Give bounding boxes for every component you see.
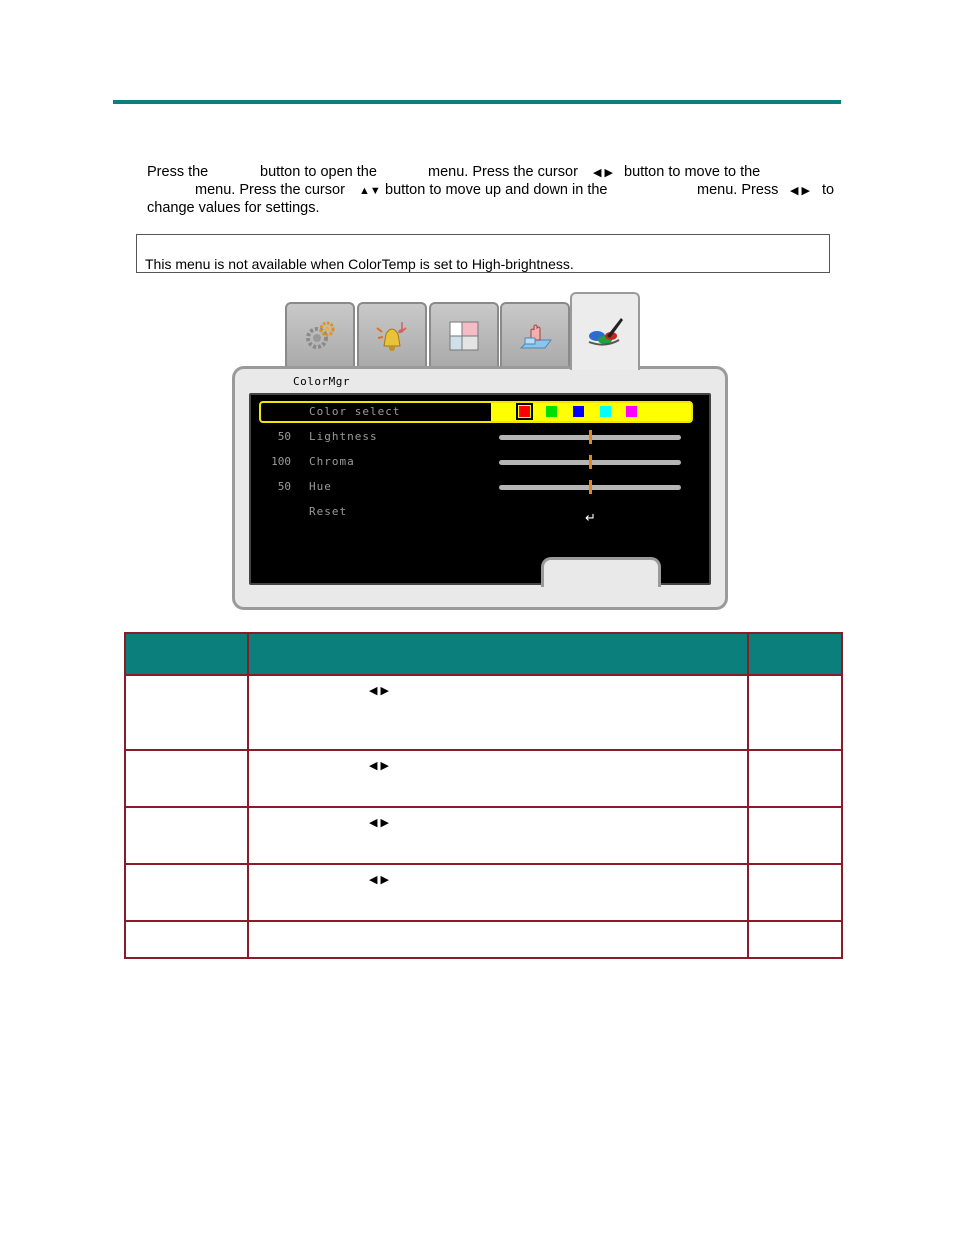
table-cell	[248, 807, 748, 864]
layout-squares-icon	[444, 316, 484, 356]
table-row	[125, 864, 842, 921]
menu-item-chroma[interactable]: Chroma	[309, 455, 355, 468]
table-cell	[125, 750, 248, 807]
lightness-slider[interactable]	[499, 435, 681, 440]
table-cell	[248, 921, 748, 958]
osd-title: ColorMgr	[293, 375, 350, 388]
left-right-arrows-icon: ◀ ▶	[790, 185, 810, 197]
hand-hologram-icon	[515, 316, 555, 356]
menu-item-hue[interactable]: Hue	[309, 480, 332, 493]
intro-text: menu. Press the cursor	[428, 164, 578, 180]
menu-item-color-select[interactable]: Color select	[309, 405, 401, 418]
table-cell	[748, 864, 842, 921]
table-header-row	[125, 633, 842, 675]
left-right-arrows-icon: ◀ ▶	[593, 167, 613, 179]
table-cell	[748, 750, 842, 807]
table-row	[125, 750, 842, 807]
tab-advanced[interactable]	[500, 302, 570, 368]
intro-line-3: change values for settings.	[147, 200, 320, 216]
note-text: This menu is not available when ColorTemp is set to High-brightness.	[145, 256, 574, 272]
table-cell	[125, 864, 248, 921]
settings-gear-icon	[300, 316, 340, 356]
chroma-value: 100	[271, 455, 291, 468]
left-right-arrows-icon: ◀ ▶	[369, 817, 389, 829]
up-down-arrows-icon: ▲▼	[359, 185, 381, 197]
settings-table	[124, 632, 843, 959]
table-header-cell	[248, 633, 748, 675]
osd-menu	[232, 290, 728, 610]
slider-knob[interactable]	[589, 455, 592, 469]
table-cell	[248, 675, 748, 750]
table-cell	[248, 750, 748, 807]
left-right-arrows-icon: ◀ ▶	[369, 874, 389, 886]
table-cell	[748, 807, 842, 864]
menu-item-reset[interactable]: Reset	[309, 505, 348, 518]
enter-icon[interactable]: ↵	[585, 511, 596, 526]
tab-display[interactable]	[429, 302, 499, 368]
intro-text: button to move to the	[624, 164, 761, 180]
intro-text: button to move up and down in the	[385, 182, 608, 198]
left-right-arrows-icon: ◀ ▶	[369, 685, 389, 697]
tab-settings[interactable]	[285, 302, 355, 368]
menu-item-lightness[interactable]: Lightness	[309, 430, 378, 443]
table-cell	[125, 921, 248, 958]
table-cell	[748, 921, 842, 958]
left-right-arrows-icon: ◀ ▶	[369, 760, 389, 772]
tab-color-manager[interactable]	[570, 292, 640, 370]
chroma-slider[interactable]	[499, 460, 681, 465]
table-cell	[125, 807, 248, 864]
hue-slider[interactable]	[499, 485, 681, 490]
table-cell	[748, 675, 842, 750]
osd-frame	[232, 366, 728, 610]
color-palette-brush-icon	[585, 312, 625, 352]
table-cell	[248, 864, 748, 921]
table-header-cell	[748, 633, 842, 675]
intro-text: button to open the	[260, 164, 377, 180]
intro-text: menu. Press	[697, 182, 779, 198]
header-rule	[113, 100, 841, 104]
lightness-value: 50	[277, 430, 291, 443]
intro-text: menu. Press the cursor	[195, 182, 345, 198]
intro-text: Press the	[147, 164, 209, 180]
tab-system[interactable]	[357, 302, 427, 368]
hue-value: 50	[277, 480, 291, 493]
note-box	[136, 234, 830, 273]
slider-knob[interactable]	[589, 480, 592, 494]
alarm-bell-icon	[372, 316, 412, 356]
intro-text: to	[822, 182, 835, 198]
table-row	[125, 675, 842, 750]
table-header-cell	[125, 633, 248, 675]
osd-bottom-tab	[541, 557, 661, 587]
table-cell	[125, 675, 248, 750]
slider-knob[interactable]	[589, 430, 592, 444]
table-row	[125, 807, 842, 864]
table-row	[125, 921, 842, 958]
